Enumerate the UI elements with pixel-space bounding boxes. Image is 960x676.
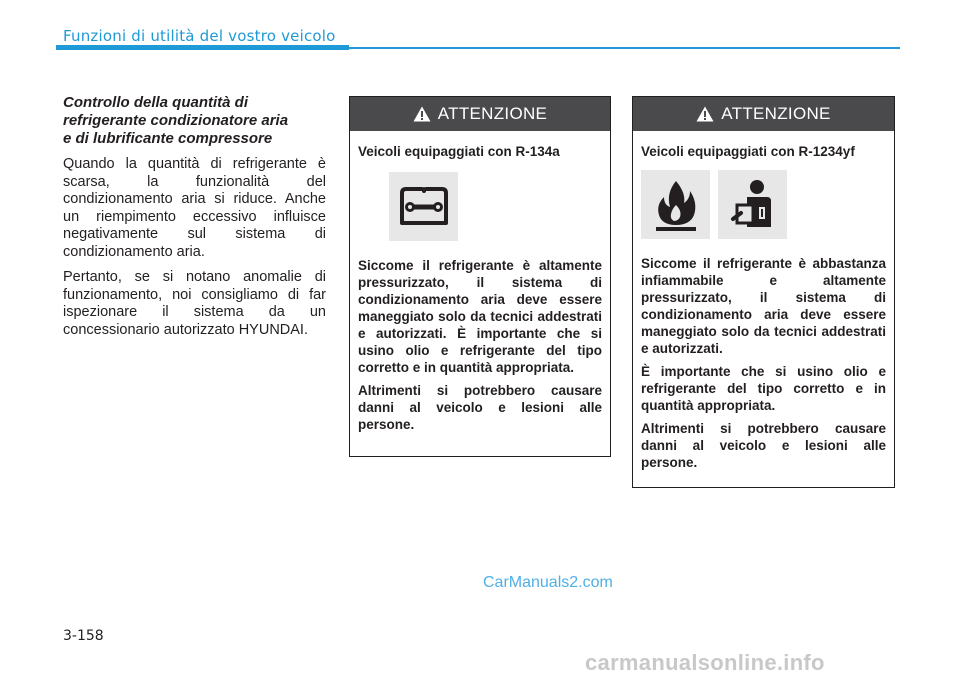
warning-paragraph-2: Altrimenti si potrebbero causare danni al veicolo e lesioni alle persone. bbox=[358, 383, 602, 432]
service-manual-icon bbox=[389, 172, 458, 241]
warning-paragraph-1: Siccome il refrigerante è altamente pressurizzato, il sistema di condizionamento aria deve essere maneggiato solo da tecnici addestrati e autorizzati. È importante che si usino olio e refrigerante del tipo corretto e in quantità appropriata. bbox=[358, 258, 602, 375]
warning-heading: ATTENZIONE bbox=[437, 104, 548, 123]
section-title-line-2: refrigerante condizionatore aria bbox=[63, 112, 289, 129]
page-number: 3-158 bbox=[63, 628, 104, 644]
warning-paragraph-2: È importante che si usino olio e refrigerante del tipo corretto e in quantità appropriata. bbox=[641, 364, 886, 413]
header-accent-bar bbox=[56, 45, 349, 50]
body-paragraph-1: Quando la quantità di refrigerante è scarsa, la funzionalità del condizionamento aria si riduce. Anche un riempimento eccessivo influisce negativamente sul sistema di condizionamento aria. bbox=[63, 156, 326, 260]
warning-box-r134a bbox=[349, 96, 611, 457]
section-title bbox=[63, 94, 326, 148]
warning-triangle-icon bbox=[696, 106, 714, 122]
section-title-line-3: e di lubrificante compressore bbox=[63, 130, 273, 147]
warning-paragraph-3: Altrimenti si potrebbero causare danni al veicolo e lesioni alle persone. bbox=[641, 421, 886, 470]
warning-triangle-icon bbox=[413, 106, 431, 122]
warning-heading: ATTENZIONE bbox=[721, 104, 831, 123]
warning-paragraph-1: Siccome il refrigerante è abbastanza infiammabile e altamente pressurizzato, il sistema di condizionamento aria deve essere maneggiato solo da tecnici addestrati e autorizzati. bbox=[641, 256, 886, 356]
flammable-icon bbox=[641, 170, 710, 239]
left-column bbox=[63, 94, 326, 347]
watermark-link[interactable]: CarManuals2.com bbox=[483, 574, 613, 591]
read-manual-icon bbox=[718, 170, 787, 239]
section-title-line-1: Controllo della quantità di bbox=[63, 94, 248, 111]
pictogram-row bbox=[641, 170, 886, 239]
warning-subtitle: Veicoli equipaggiati con R-134a bbox=[358, 144, 560, 159]
warning-header bbox=[633, 97, 894, 131]
header-rule bbox=[349, 47, 900, 49]
body-paragraph-2: Pertanto, se si notano anomalie di funzionamento, noi consigliamo di far ispezionare il sistema da un concessionario autorizzato HYUNDAI. bbox=[63, 269, 326, 338]
watermark-footer: carmanualsonline.info bbox=[585, 650, 825, 675]
pictogram-row bbox=[389, 172, 602, 241]
warning-header bbox=[350, 97, 610, 131]
warning-subtitle: Veicoli equipaggiati con R-1234yf bbox=[641, 144, 855, 159]
section-header-title: Funzioni di utilità del vostro veicolo bbox=[63, 27, 336, 45]
warning-box-r1234yf bbox=[632, 96, 895, 488]
